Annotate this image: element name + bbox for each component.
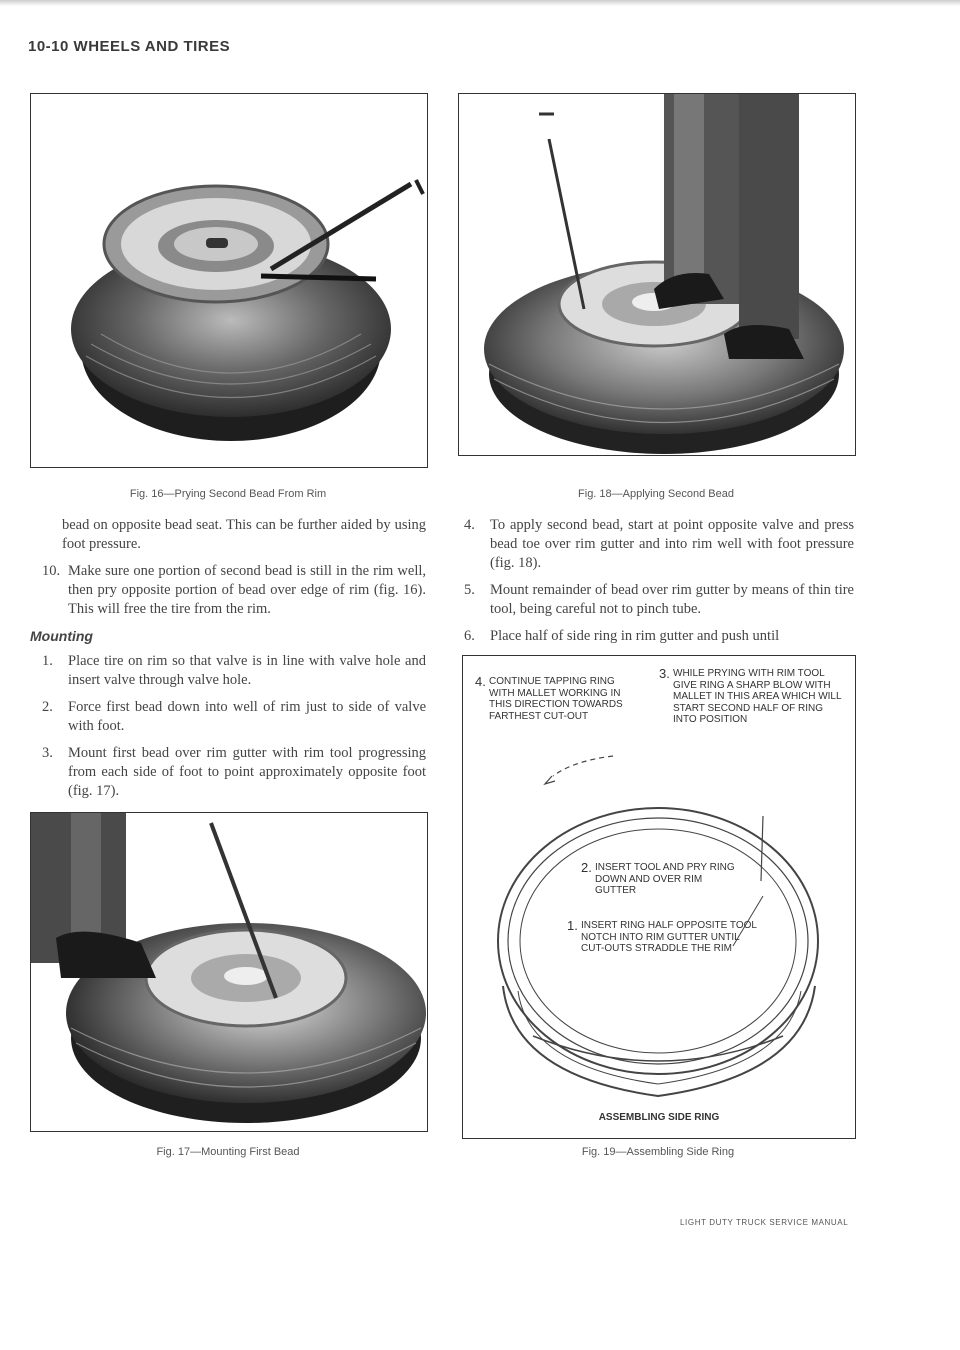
label-1: 1. INSERT RING HALF OPPOSITE TOOL NOTCH INTO RIM GUTTER UNTIL CUT-OUTS STRADDLE THE RIM xyxy=(567,918,757,954)
step-10: 10. Make sure one portion of second bead is still in the rim well, then pry opposite portion of bead over edge of rim (fig. 16). This will free the tire from the rim. xyxy=(42,563,426,617)
figure-16-photo xyxy=(30,93,428,468)
step-6: 6. Place half of side ring in rim gutter and push until xyxy=(464,628,780,644)
mounting-heading: Mounting xyxy=(30,628,93,644)
step-2: 2. Force first bead down into well of rim just to side of valve with foot. xyxy=(42,699,426,734)
figure-17-photo xyxy=(30,812,428,1132)
label-4: 4. CONTINUE TAPPING RING WITH MALLET WORKING IN THIS DIRECTION TOWARDS FARTHEST CUT-OUT xyxy=(475,674,623,722)
figure-18-caption: Fig. 18—Applying Second Bead xyxy=(578,488,734,500)
mounting-steps xyxy=(42,652,426,809)
page-header: 10-10 WHEELS AND TIRES xyxy=(28,38,231,55)
figure-19-diagram xyxy=(462,655,856,1139)
right-column-text xyxy=(464,516,854,654)
label-2: 2. INSERT TOOL AND PRY RING DOWN AND OVER RIM GUTTER xyxy=(581,860,735,896)
figure-19-caption: Fig. 19—Assembling Side Ring xyxy=(581,1146,735,1158)
step-4: 4. To apply second bead, start at point opposite valve and press bead toe over rim gutter and into rim well with foot pressure (fig. 18). xyxy=(464,517,854,571)
tire-prying-illustration xyxy=(31,94,427,467)
side-ring-diagram xyxy=(463,656,855,1138)
label-3: 3. WHILE PRYING WITH RIM TOOL GIVE RING A SHARP BLOW WITH MALLET IN THIS AREA WHICH WILL START SECOND HALF OF RING INTO POSITION xyxy=(659,666,842,725)
foot-on-tire-illustration xyxy=(459,94,855,455)
figure-17-caption: Fig. 17—Mounting First Bead xyxy=(156,1146,300,1158)
diagram-title: ASSEMBLING SIDE RING xyxy=(598,1112,720,1123)
left-column-text xyxy=(42,516,426,627)
step-5: 5. Mount remainder of bead over rim gutter by means of thin tire tool, being careful not to pinch tube. xyxy=(464,582,854,617)
mounting-first-bead-illustration xyxy=(31,813,427,1131)
figure-18-photo xyxy=(458,93,856,456)
step-3: 3. Mount first bead over rim gutter with rim tool progressing from each side of foot to point approximately opposite foot (fig. 17). xyxy=(42,745,426,799)
page-footer: LIGHT DUTY TRUCK SERVICE MANUAL xyxy=(680,1218,849,1227)
intro-paragraph: bead on opposite bead seat. This can be further aided by using foot pressure. xyxy=(62,517,426,552)
top-edge-line xyxy=(0,0,960,6)
figure-16-caption: Fig. 16—Prying Second Bead From Rim xyxy=(129,488,327,500)
step-1: 1. Place tire on rim so that valve is in line with valve hole and insert valve through valve hole. xyxy=(42,653,426,688)
